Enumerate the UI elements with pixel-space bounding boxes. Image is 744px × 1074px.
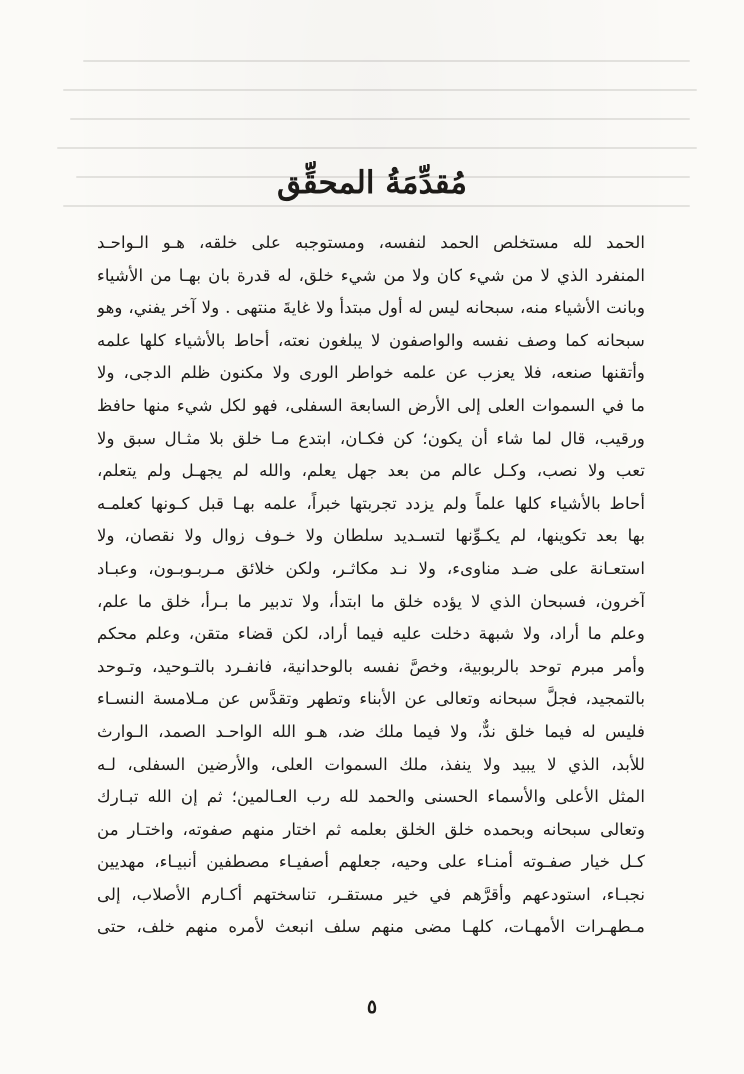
text-line: وعلم ما أراد، ولا شبهة دخلت عليه فيما أراد، لكن قضاء متقن، وعلم محكم (97, 623, 645, 644)
page-title: مُقدِّمَةُ المحقِّق (276, 164, 468, 201)
text-line: نجبـاء، استودعهم وأقرَّهم في خير مستقـر، تناسختهم أكـارم الأصلاب، إلى (97, 883, 645, 904)
text-line: فليس له فيما خلق ندٌّ، ولا فيما ملك ضد، هـو الله الواحـد الصمد، الـوارث (97, 720, 645, 741)
page-number: ٥ (366, 996, 378, 1018)
text-line: أحاط بالأشياء كلها علماً ولم يزدد تجربتها خبراً، علمه بهـا قبل كـونها كعلمـه (97, 492, 645, 513)
text-line: سبحانه كما وصف نفسه والواصفون لا يبلغون نعته، أحاط بالأشياء كلها علمه (97, 329, 645, 350)
text-line: ورقيب، قال لما شاء أن يكون؛ كن فكـان، ابتدع مـا خلق بلا مثـال سبق ولا (97, 427, 645, 448)
text-line: بها بعد تكوينها، لم يكـوِّنها لتسـديد سلطان ولا خـوف زوال ولا نقصان، ولا (97, 525, 645, 546)
text-line: وأمر مبرم توحد بالربوبية، وخصَّ نفسه بالوحدانية، فانفـرد بالتـوحيد، وتـوحد (97, 655, 645, 676)
text-line: وبانت الأشياء منه، سبحانه ليس له أول مبتدأ ولا غايةَ منتهى . ولا آخر يفني، وهو (97, 297, 645, 318)
text-line: كـل خيار صفـوته أمنـاء على وحيه، جعلهم أصفيـاء مصطفين أنبيـاء، مهديين (97, 851, 645, 872)
text-line: بالتمجيد، فجلَّ سبحانه وتعالى عن الأبناء وتطهر وتقدَّس عن مـلامسة النسـاء (97, 688, 645, 709)
text-line: مـطهـرات الأمهـات، كلهـا مضى منهم سلف انبعث لأمره منهم خلف، حتى (97, 916, 645, 937)
text-line: ما في السموات العلى إلى الأرض السابعة السفلى، فهو لكل شيء منها حافظ (97, 394, 645, 415)
text-line: وأتقنها صنعه، فلا يعزب عن علمه خواطر الورى ولا مكنون ظلم الدجى، ولا (97, 362, 645, 383)
text-line: وتعالى سبحانه وبحمده خلق الخلق بعلمه ثم اختار منهم صفوته، واختـار من (97, 818, 645, 839)
text-line: تعب ولا نصب، وكـل عالم من بعد جهل يعلم، والله لم يجهـل ولم يتعلم، (97, 460, 645, 481)
text-line: استعـانة على ضـد مناوىء، ولا نـد مكاثـر، ولكن خلائق مـربـوبـون، وعبـاد (97, 557, 645, 578)
text-line: المنفرد الذي لا من شيء كان ولا من شيء خلق، له قدرة بان بهـا من الأشياء (97, 264, 645, 285)
text-line: آخرون، فسبحان الذي لا يؤده خلق ما ابتدأ، ولا تدبير ما بـرأ، خلق ما علم، (97, 590, 645, 611)
body-text (97, 226, 645, 943)
text-line: المثل الأعلى والأسماء الحسنى والحمد لله رب العـالمين؛ ثم إن الله تبـارك (97, 786, 645, 807)
bleed-through-text (50, 60, 710, 240)
text-line: الحمد لله مستخلص الحمد لنفسه، ومستوجبه على خلقه، هـو الـواحـد (97, 232, 645, 252)
text-line: للأبد، الذي لا يبيد ولا ينفذ، ملك السموات العلى، والأرضين السفلى، لـه (97, 753, 645, 774)
